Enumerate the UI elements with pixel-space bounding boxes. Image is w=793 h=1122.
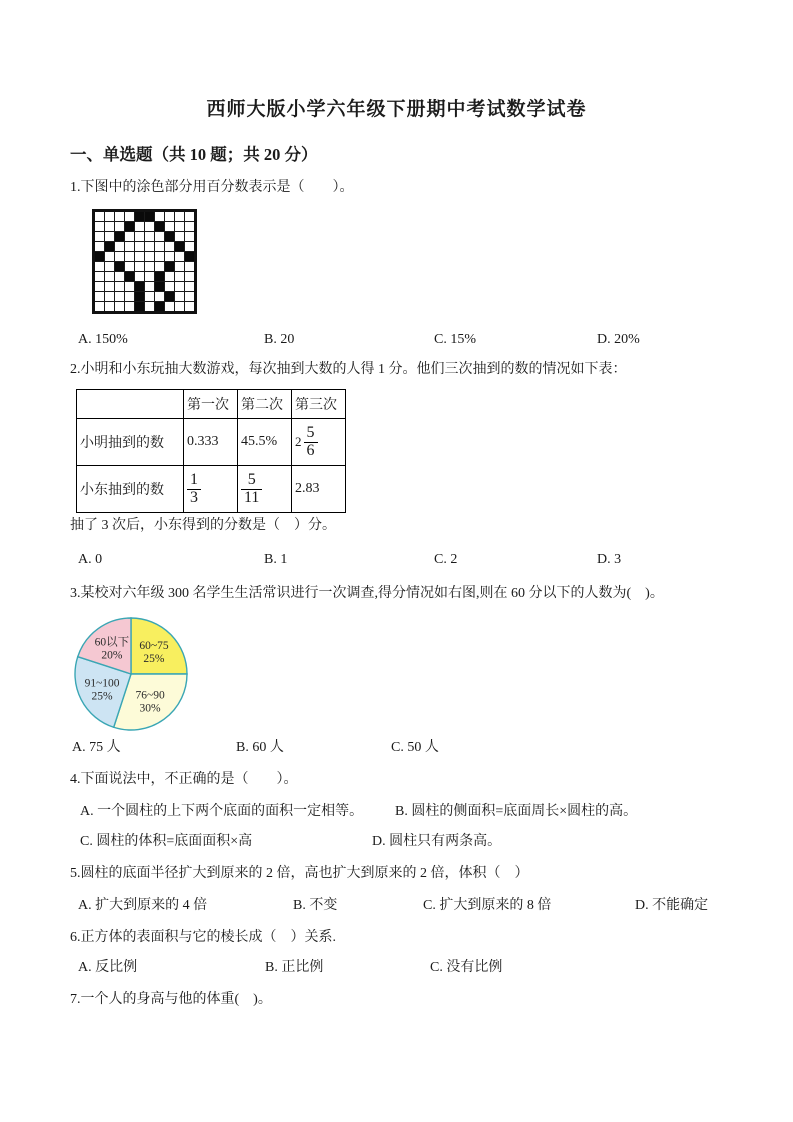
grid-cell (95, 292, 104, 301)
grid-cell (185, 292, 194, 301)
grid-cell (145, 272, 154, 281)
grid-cell (155, 292, 164, 301)
grid-cell (125, 232, 134, 241)
grid-cell (95, 232, 104, 241)
grid-cell (165, 302, 174, 311)
grid-cell (175, 302, 184, 311)
table-header-third: 第三次 (292, 390, 346, 419)
q2-option-d: D. 3 (597, 552, 622, 567)
grid-cell (125, 242, 134, 251)
grid-cell (145, 212, 154, 221)
grid-cell (95, 252, 104, 261)
grid-cell (115, 302, 124, 311)
grid-cell (165, 232, 174, 241)
fraction: $\frac{1}{3}$ (187, 472, 201, 507)
q2-option-c: C. 2 (434, 552, 458, 567)
grid-cell (105, 282, 114, 291)
grid-cell (115, 262, 124, 271)
grid-cell (105, 252, 114, 261)
q6-stem: 6.正方体的表面积与它的棱长成（ ）关系. (70, 930, 336, 945)
q2-option-b: B. 1 (264, 552, 288, 567)
grid-cell (105, 292, 114, 301)
grid-cell (185, 272, 194, 281)
cell-xiaoming-2: 45.5% (238, 419, 292, 466)
q4-option-c: C. 圆柱的体积=底面面积×高 (80, 834, 253, 849)
q7-stem: 7.一个人的身高与他的体重( )。 (70, 992, 272, 1007)
grid-cell (155, 272, 164, 281)
grid-cell (125, 212, 134, 221)
pie-slice-label: 91~100 25% (84, 677, 120, 703)
grid-cell (115, 292, 124, 301)
grid-cell (105, 242, 114, 251)
table-row (77, 466, 346, 513)
q2-option-a: A. 0 (78, 552, 103, 567)
grid-cell (165, 282, 174, 291)
grid-cell (165, 212, 174, 221)
grid-cell (175, 282, 184, 291)
grid-cell (145, 222, 154, 231)
grid-cell (105, 272, 114, 281)
q4-options-row2 (80, 833, 753, 850)
grid-cell (125, 272, 134, 281)
grid-cell (135, 302, 144, 311)
grid-cell (135, 222, 144, 231)
grid-cell (95, 212, 104, 221)
grid-cell (145, 232, 154, 241)
grid-cell (185, 282, 194, 291)
grid-cell (95, 282, 104, 291)
table-header-blank (77, 390, 184, 419)
grid-cell (105, 222, 114, 231)
q1-option-c: C. 15% (434, 332, 476, 347)
grid-cell (185, 302, 194, 311)
grid-cell (155, 212, 164, 221)
grid-cell (115, 222, 124, 231)
cell-xiaodong-1 (184, 466, 238, 513)
pie-slice-label: 60以下 20% (94, 636, 130, 662)
grid-cell (145, 282, 154, 291)
grid-cell (135, 232, 144, 241)
row-label: 小明抽到的数 (77, 419, 184, 466)
fraction: $\frac{5}{6}$ (304, 425, 318, 460)
grid-cell (165, 242, 174, 251)
grid-cell (115, 232, 124, 241)
grid-cell (125, 292, 134, 301)
grid-cell (125, 252, 134, 261)
grid-cell (95, 262, 104, 271)
grid-cell (175, 272, 184, 281)
grid-cell (125, 282, 134, 291)
fraction: $\frac{5}{11}$ (241, 472, 262, 507)
table-header-first: 第一次 (184, 390, 238, 419)
q1-option-d: D. 20% (597, 332, 640, 347)
shaded-grid-figure (92, 209, 197, 314)
pie-slice-label: 76~90 30% (135, 689, 165, 715)
q3-options (72, 739, 753, 756)
grid-cell (155, 222, 164, 231)
grid-cell (105, 302, 114, 311)
grid-cell (135, 282, 144, 291)
q2-score-table (76, 389, 346, 513)
grid-cell (115, 212, 124, 221)
grid-cell (185, 222, 194, 231)
q1-option-b: B. 20 (264, 332, 295, 347)
q6-option-c: C. 没有比例 (430, 960, 503, 975)
grid-cell (165, 272, 174, 281)
grid-cell (155, 232, 164, 241)
grid-cell (145, 252, 154, 261)
grid-cell (125, 302, 134, 311)
grid-cell (135, 262, 144, 271)
grid-cell (185, 262, 194, 271)
q4-option-a: A. 一个圆柱的上下两个底面的面积一定相等。 (80, 804, 364, 819)
cell-xiaoming-1: 0.333 (184, 419, 238, 466)
grid-cell (175, 222, 184, 231)
q3-stem: 3.某校对六年级 300 名学生生活常识进行一次调查,得分情况如右图,则在 60 分以下的人数为( )。 (70, 586, 664, 601)
grid-cell (165, 262, 174, 271)
q4-options-row1 (80, 803, 753, 820)
grid-cell (105, 262, 114, 271)
q2-options (78, 551, 753, 568)
pie-slice-label: 60~75 25% (139, 640, 169, 666)
grid-cell (145, 262, 154, 271)
grid-cell (165, 292, 174, 301)
q5-stem: 5.圆柱的底面半径扩大到原来的 2 倍，高也扩大到原来的 2 倍，体积（ ） (70, 866, 529, 881)
grid-cell (185, 232, 194, 241)
q5-option-a: A. 扩大到原来的 4 倍 (78, 898, 208, 913)
q1-stem: 1.下图中的涂色部分用百分数表示是（ ）。 (70, 180, 354, 195)
grid-cell (105, 232, 114, 241)
q3-option-a: A. 75 人 (72, 740, 121, 755)
grid-cell (145, 292, 154, 301)
grid-cell (105, 212, 114, 221)
cell-xiaodong-3: 2.83 (292, 466, 346, 513)
mixed-whole: 2 (295, 434, 302, 449)
cell-xiaoming-3 (292, 419, 346, 466)
q4-option-b: B. 圆柱的侧面积=底面周长×圆柱的高。 (395, 804, 638, 819)
grid-cell (115, 252, 124, 261)
q6-option-a: A. 反比例 (78, 960, 138, 975)
q2-stem: 2.小明和小东玩抽大数游戏，每次抽到大数的人得 1 分。他们三次抽到的数的情况如下表： (70, 362, 627, 377)
page-title: 西师大版小学六年级下册期中考试数学试卷 (206, 99, 587, 120)
q5-option-c: C. 扩大到原来的 8 倍 (423, 898, 552, 913)
q3-option-c: C. 50 人 (391, 740, 439, 755)
grid-cell (95, 302, 104, 311)
grid-cell (155, 282, 164, 291)
q4-option-d: D. 圆柱只有两条高。 (372, 834, 502, 849)
grid-cell (185, 252, 194, 261)
grid-cell (175, 242, 184, 251)
grid-cell (135, 252, 144, 261)
grid-cell (155, 242, 164, 251)
grid-cell (175, 262, 184, 271)
row-label: 小东抽到的数 (77, 466, 184, 513)
grid-cell (115, 242, 124, 251)
grid-cell (175, 292, 184, 301)
pie-chart (60, 608, 245, 746)
grid-cell (125, 222, 134, 231)
q5-options (78, 897, 753, 914)
grid-cell (95, 272, 104, 281)
grid-cell (175, 252, 184, 261)
cell-xiaodong-2 (238, 466, 292, 513)
grid-cell (135, 272, 144, 281)
grid-cell (155, 262, 164, 271)
grid-cell (95, 242, 104, 251)
q5-option-b: B. 不变 (293, 898, 338, 913)
q5-option-d: D. 不能确定 (635, 898, 709, 913)
grid-cell (95, 222, 104, 231)
grid-cell (145, 242, 154, 251)
grid-cell (135, 212, 144, 221)
grid-cell (155, 252, 164, 261)
grid-cell (135, 242, 144, 251)
q6-options (78, 959, 753, 976)
q1-option-a: A. 150% (78, 332, 128, 347)
grid-cell (175, 212, 184, 221)
q4-stem: 4.下面说法中，不正确的是（ ）。 (70, 772, 298, 787)
grid-cell (135, 292, 144, 301)
table-header-second: 第二次 (238, 390, 292, 419)
grid-cell (145, 302, 154, 311)
q3-option-b: B. 60 人 (236, 740, 284, 755)
grid-cell (155, 302, 164, 311)
grid-cell (185, 212, 194, 221)
section-heading: 一、单选题（共 10 题；共 20 分） (70, 145, 318, 164)
grid-cell (165, 222, 174, 231)
q6-option-b: B. 正比例 (265, 960, 324, 975)
table-row (77, 419, 346, 466)
grid-cell (115, 272, 124, 281)
grid-cell (185, 242, 194, 251)
q1-options (78, 331, 753, 348)
grid-cell (125, 262, 134, 271)
q2-stem2: 抽了 3 次后，小东得到的分数是（ ）分。 (70, 518, 336, 533)
grid-cell (165, 252, 174, 261)
grid-cell (115, 282, 124, 291)
grid-cell (175, 232, 184, 241)
